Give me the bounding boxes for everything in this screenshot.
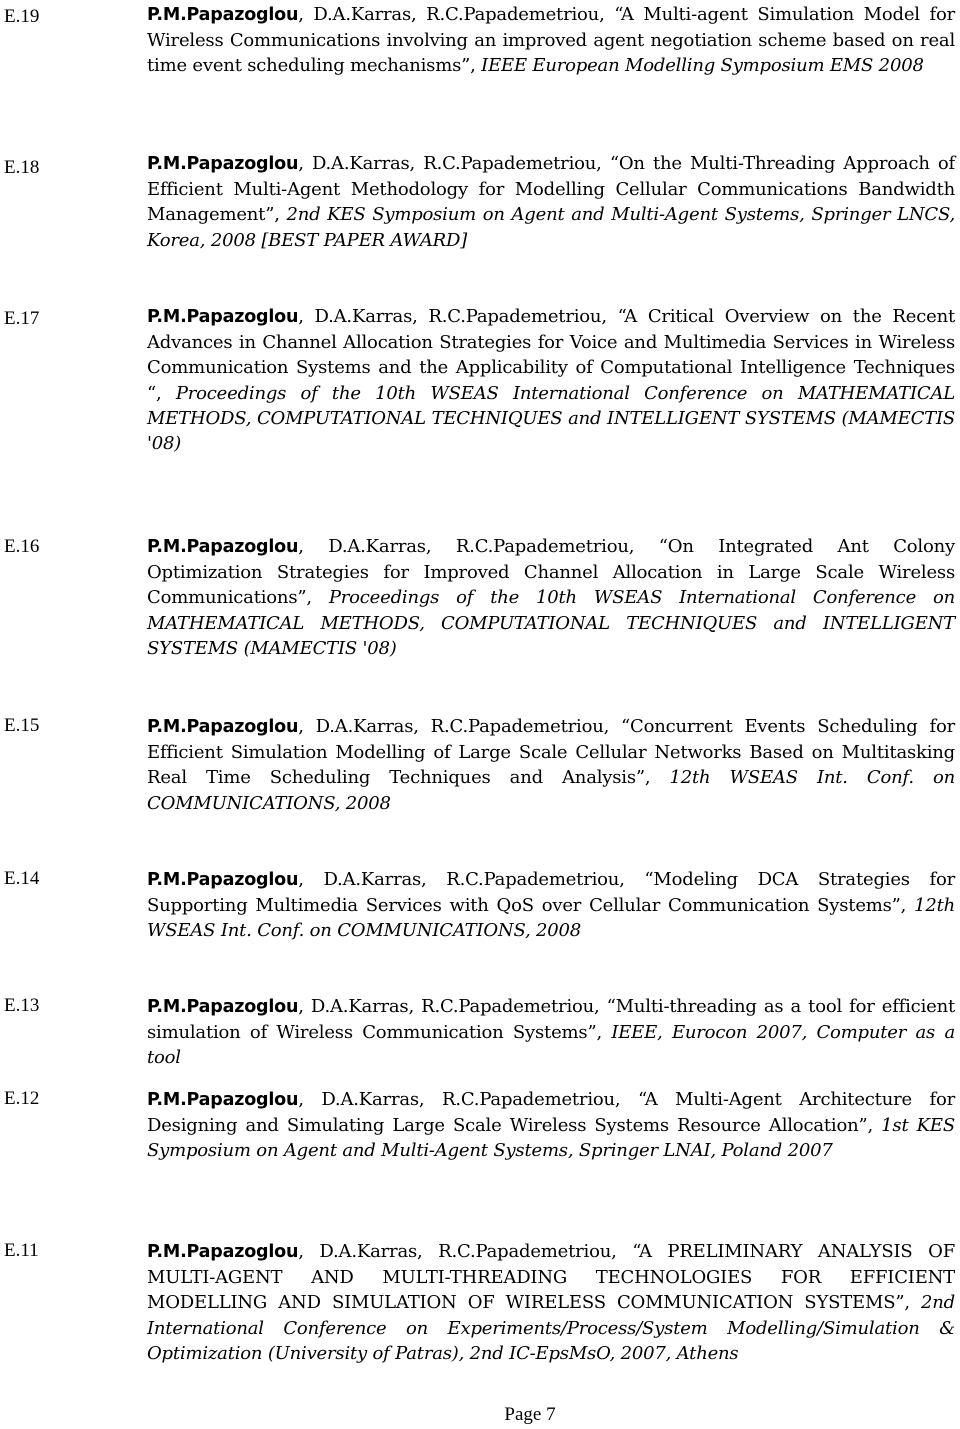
coauthors: , D.A.Karras, R.C.Papademetriou, — [298, 1241, 633, 1262]
entry-id: E.18 — [4, 157, 40, 178]
entry-citation — [147, 534, 955, 661]
venue: 2nd KES Symposium on Agent and Multi-Agent Systems, Springer LNCS, Korea, 2008 [BEST PAPER AWARD] — [147, 204, 955, 251]
entry-citation — [147, 151, 955, 253]
venue: 12th WSEAS Int. Conf. on COMMUNICATIONS, 2008 — [147, 895, 955, 942]
entry-citation — [147, 867, 955, 944]
coauthors: , D.A.Karras, R.C.Papademetriou, — [298, 716, 622, 737]
coauthors: , D.A.Karras, R.C.Papademetriou, — [298, 306, 618, 327]
main-author: P.M.Papazoglou — [147, 1242, 299, 1262]
paper-title: “Concurrent Events Scheduling for Efficient Simulation Modelling of Large Scale Cellular Networks Based on Multitasking Real Time Scheduling Techniques and Analysis”, — [147, 716, 955, 789]
coauthors: , D.A.Karras, R.C.Papademetriou, — [298, 869, 645, 890]
entry-id: E.13 — [4, 995, 40, 1016]
main-author: P.M.Papazoglou — [147, 154, 299, 174]
venue: Proceedings of the 10th WSEAS International Conference on MATHEMATICAL METHODS, COMPUTATIONAL TECHNIQUES and INTELLIGENT SYSTEMS (MAMECTIS '08) — [147, 587, 955, 659]
coauthors: , D.A.Karras, R.C.Papademetriou, — [298, 153, 610, 174]
entry-id: E.15 — [4, 715, 40, 736]
entry-id: E.17 — [4, 308, 40, 329]
entry-citation — [147, 2, 955, 79]
main-author: P.M.Papazoglou — [147, 537, 299, 557]
main-author: P.M.Papazoglou — [147, 870, 299, 890]
entry-citation — [147, 994, 955, 1071]
entry-id: E.14 — [4, 868, 40, 889]
paper-title: “A Multi-Agent Architecture for Designing and Simulating Large Scale Wireless Systems Resource Allocation”, — [147, 1089, 956, 1137]
venue: Proceedings of the 10th WSEAS International Conference on MATHEMATICAL METHODS, COMPUTATIONAL TECHNIQUES and INTELLIGENT SYSTEMS (MAMECTIS '08) — [147, 382, 955, 455]
venue: IEEE European Modelling Symposium EMS 2008 — [475, 55, 924, 77]
entry-citation — [147, 304, 955, 456]
page-number: Page 7 — [504, 1404, 556, 1425]
entry-citation — [147, 714, 955, 816]
main-author: P.M.Papazoglou — [147, 997, 299, 1017]
entry-id: E.16 — [4, 536, 40, 557]
coauthors: , D.A.Karras, R.C.Papademetriou, — [298, 1089, 639, 1110]
paper-title: “Multi-threading as a tool for efficient simulation of Wireless Communication Systems”, — [147, 996, 956, 1044]
coauthors: , D.A.Karras, R.C.Papademetriou, — [298, 536, 659, 557]
paper-title: “Modeling DCA Strategies for Supporting Multimedia Services with QoS over Cellular Communication Systems”, — [147, 869, 955, 917]
coauthors: , D.A.Karras, R.C.Papademetriou, — [298, 4, 615, 25]
paper-title: “A Critical Overview on the Recent Advances in Channel Allocation Strategies for Voice and Multimedia Services in Wireless Communication Systems and the Applicability of Computational Intelligence Techniques “, — [147, 306, 955, 404]
entry-citation — [147, 1239, 955, 1366]
entry-citation — [147, 1087, 955, 1164]
paper-title: “On Integrated Ant Colony Optimization Strategies for Improved Channel Allocation in Large Scale Wireless Communications”, — [147, 536, 955, 609]
venue: IEEE, Eurocon 2007, Computer as a tool — [147, 1022, 955, 1069]
entry-id: E.19 — [4, 6, 40, 27]
entry-id: E.12 — [4, 1088, 40, 1109]
entry-id: E.11 — [4, 1240, 39, 1261]
main-author: P.M.Papazoglou — [147, 5, 299, 25]
main-author: P.M.Papazoglou — [147, 1090, 299, 1110]
paper-title: “A Multi-agent Simulation Model for Wireless Communications involving an improved agent negotiation scheme based on real time event scheduling mechanisms”, — [147, 4, 955, 77]
venue: 1st KES Symposium on Agent and Multi-Agent Systems, Springer LNAI, Poland 2007 — [147, 1115, 955, 1162]
venue: 2nd International Conference on Experiments/Process/System Modelling/Simulation & Optimization (University of Patras), 2nd IC-EpsMsO, 2007, Athens — [147, 1292, 955, 1364]
paper-title: “On the Multi-Threading Approach of Efficient Multi-Agent Methodology for Modelling Cellular Communications Bandwidth Management”, — [147, 153, 955, 226]
paper-title: “A PRELIMINARY ANALYSIS OF MULTI-AGENT AND MULTI-THREADING TECHNOLOGIES FOR EFFICIENT MODELLING AND SIMULATION OF WIRELESS COMMUNICATION SYSTEMS”, — [147, 1241, 955, 1314]
coauthors: , D.A.Karras, R.C.Papademetriou, — [298, 996, 607, 1017]
venue: 12th WSEAS Int. Conf. on COMMUNICATIONS, 2008 — [147, 767, 955, 814]
main-author: P.M.Papazoglou — [147, 307, 299, 327]
main-author: P.M.Papazoglou — [147, 717, 299, 737]
